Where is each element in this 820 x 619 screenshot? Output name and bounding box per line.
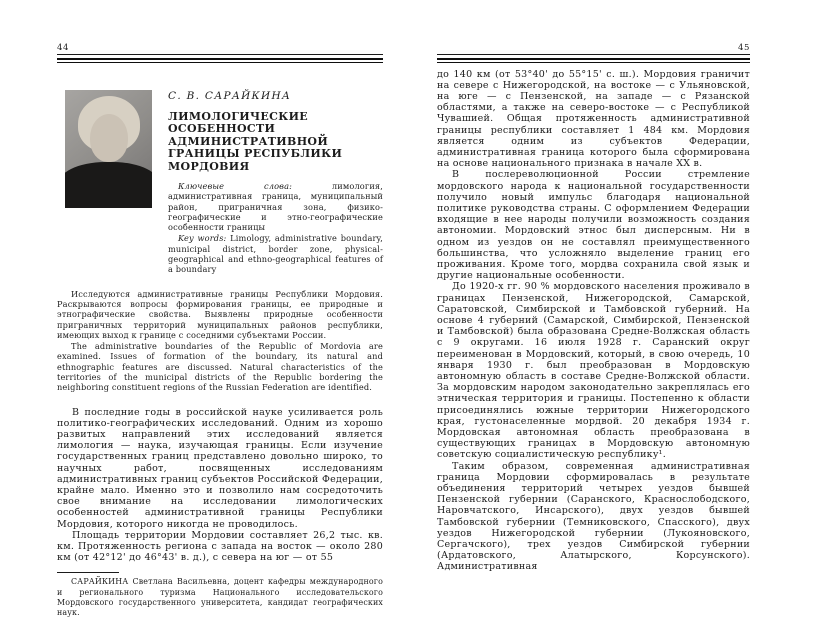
keywords-ru-label: Ключевые слова: (178, 181, 293, 191)
body-paragraph: В послереволюционной России стремление мордовского народа к национальной государственности получило новый импульс благодаря национальной политике руководства страны. С оформлением Федерации входящие в нее народы получили возможность создания автономии. Мордовский этнос был дисперсным. Ни в одном из уездов он не составлял преимущественного большинства, что усложняло выделение границ его проживания. Кроме того, мордва сохранила свой язык и другие национальные особенности. (437, 169, 750, 282)
author-name: С. В. САРАЙКИНА (168, 89, 292, 102)
header-rule-bottom (437, 62, 750, 63)
left-page-header (57, 44, 383, 63)
abstract-russian: Исследуются административные границы Республики Мордовия. Раскрываются вопросы формирования границы, ее природные и этнографические свойства. Выявлены природные особенности приграничных территорий муниципальных районов республики, имеющих выход к границе с соседними субъектами России. (57, 288, 383, 340)
author-block (57, 90, 383, 275)
body-paragraph: До 1920-х гг. 90 % мордовского населения проживало в границах Пензенской, Нижегородской, Самарской, Саратовской, Симбирской и Тамбовской губерний. На основе 4 губерний (Самарской, Симбирской, Пензенской и Тамбовской) была образована Средне-Волжская область с 9 округами. 16 июля 1928 г. Саранский округ переименован в Мордовский, который, в свою очередь, 10 января 1930 г. был преобразован в Мордовскую автономную область в составе Средне-Волжской области. За мордовским народом законодательно закреплялась его этническая территория и границы. Постепенно к области присоединялись южные территории Нижегородского края, густонаселенные мордвой. 20 декабря 1934 г. Мордовская автономная область преобразована в существующих границах в Мордовскую автономную советскую социалистическую республику¹. (437, 281, 750, 461)
right-page-number: 45 (737, 43, 750, 53)
keywords-ru-text: лимология, административная граница, муниципальный район, приграничная зона, физико-географические и этно-географические особенности границы (168, 181, 383, 233)
header-rule-thick (57, 58, 383, 61)
footnote-separator (57, 572, 119, 573)
keywords-ru (168, 181, 383, 232)
photo-torso-shape (65, 162, 152, 208)
article-title: ЛИМОЛОГИЧЕСКИЕ ОСОБЕННОСТИ АДМИНИСТРАТИВНОЙ ГРАНИЦЫ РЕСПУБЛИКИ МОРДОВИЯ (168, 109, 343, 173)
author-title-column (168, 90, 383, 275)
author-footnote: САРАЙКИНА Светлана Васильевна, доцент кафедры международного и регионального туризма Национального исследовательского Мордовского государственного университета, кандидат географических наук. (57, 577, 383, 618)
left-page (57, 0, 383, 619)
right-page-header (437, 44, 750, 63)
right-page (437, 0, 750, 573)
header-rule-thin (437, 54, 750, 55)
keywords-en-label: Key words: (178, 233, 227, 244)
abstract-english: The administrative boundaries of the Republic of Mordovia are examined. Issues of formation of the boundary, its natural and ethnographic features are discussed. Natural characteristics of the territories of the municipal districts of the Republic bordering the neighboring constituent regions of the Russian Federation are identified. (57, 341, 383, 393)
body-paragraph: до 140 км (от 53°40' до 55°15' с. ш.). Мордовия граничит на севере с Нижегородской, на востоке — с Ульяновской, на юге — с Пензенской, на западе — с Рязанской областями, а также на северо-востоке — с Республикой Чувашией. Общая протяженность административной границы республики составляет 1 484 км. Мордовия является одним из субъектов Федерации, административная граница которого была сформирована на основе национального признака в начале XX в. (437, 68, 750, 170)
photo-face-shape (90, 114, 128, 162)
body-paragraph: В последние годы в российской науке усиливается роль политико-географических исследований. Одним из хорошо развитых направлений этих исследований является лимология — наука, изучающая границы. Если изучение государственных границ представлено довольно широко, то научных работ, посвященных исследованиям административных границ субъектов Российской Федерации, крайне мало. Именно это и позволило нам сосредоточить свое внимание на исследовании лимологических особенностей административной границы Республики Мордовия, которого никогда не проводилось. (57, 406, 383, 530)
header-rule-thick (437, 58, 750, 61)
body-paragraph: Площадь территории Мордовии составляет 26,2 тыс. кв. км. Протяженность региона с запада на восток — около 280 км (от 42°12' до 46°43' в. д.), с севера на юг — от 55 (57, 529, 383, 564)
keywords-en (168, 233, 383, 274)
header-rule-thin (57, 54, 383, 55)
keywords-en-text: Limology, administrative boundary, municipal district, border zone, physical-geographical and ethno-geographical features of a boundary (168, 233, 383, 275)
author-photo (65, 90, 152, 208)
left-page-number: 44 (57, 43, 70, 53)
body-paragraph: Таким образом, современная административная граница Мордовии сформировалась в результате объединения территорий четырех уездов бывшей Пензенской губернии (Саранского, Краснослободского, Наровчатского, Инсарского), двух уездов бывшей Тамбовской губернии (Темниковского, Спасского), двух уездов Нижегородской губернии (Лукояновского, Сергачского), трех уездов Симбирской губернии (Ардатовского, Алатырского, Корсунского). Административная (437, 460, 750, 573)
header-rule-bottom (57, 62, 383, 63)
